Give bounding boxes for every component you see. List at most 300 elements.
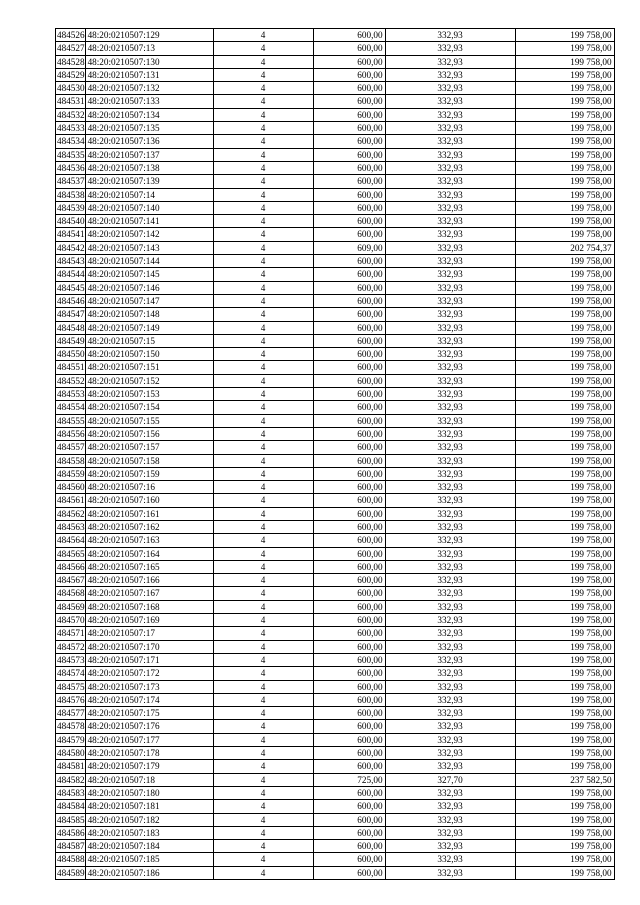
cadastral-value-cell: 199 758,00 [515,294,614,307]
table-row [56,148,615,161]
cadastral-value-cell: 199 758,00 [515,667,614,680]
specific-value-cell: 332,93 [385,614,515,627]
row-number-cell: 484544 [57,269,85,280]
specific-value-cell: 332,93 [385,188,515,201]
area-value-cell: 600,00 [313,454,385,467]
specific-value-cell: 332,93 [385,840,515,853]
group-code-cell: 4 [213,653,313,666]
table-row [56,866,615,879]
table-row [56,374,615,387]
group-code-cell: 4 [213,520,313,533]
row-number-cell: 484560 [57,482,85,493]
area-value-cell: 600,00 [313,441,385,454]
specific-value-cell: 332,93 [385,388,515,401]
row-number-cell: 484536 [57,162,85,173]
specific-value-cell: 332,93 [385,308,515,321]
specific-value-cell: 332,93 [385,321,515,334]
table-row [56,135,615,148]
row-number-cell: 484550 [57,349,85,360]
cadastral-number-cell: 48:20:0210507:133 [85,95,213,108]
group-code-cell: 4 [213,215,313,228]
table-body [56,29,615,880]
cadastral-value-cell: 199 758,00 [515,547,614,560]
table-row [56,308,615,321]
cadastral-number-cell: 48:20:0210507:186 [85,866,213,879]
cadastral-number-cell: 48:20:0210507:161 [85,507,213,520]
row-number-cell: 484537 [57,176,85,187]
cadastral-number-cell: 48:20:0210507:18 [85,773,213,786]
cadastral-number-cell: 48:20:0210507:178 [85,747,213,760]
cadastral-number-cell: 48:20:0210507:138 [85,161,213,174]
area-value-cell: 600,00 [313,348,385,361]
table-row [56,667,615,680]
specific-value-cell: 332,93 [385,853,515,866]
cadastral-number-cell: 48:20:0210507:134 [85,108,213,121]
table-row [56,800,615,813]
table-row [56,534,615,547]
table-row [56,747,615,760]
area-value-cell: 600,00 [313,720,385,733]
specific-value-cell: 332,93 [385,640,515,653]
row-number-cell: 484570 [57,615,85,626]
group-code-cell: 4 [213,467,313,480]
cadastral-value-cell: 199 758,00 [515,574,614,587]
specific-value-cell: 327,70 [385,773,515,786]
group-code-cell: 4 [213,614,313,627]
group-code-cell: 4 [213,361,313,374]
specific-value-cell: 332,93 [385,441,515,454]
cadastral-value-cell: 199 758,00 [515,414,614,427]
table-row [56,95,615,108]
row-number-cell: 484583 [57,787,85,798]
area-value-cell: 600,00 [313,427,385,440]
table-row [56,122,615,135]
group-code-cell: 4 [213,241,313,254]
group-code-cell: 4 [213,201,313,214]
area-value-cell: 600,00 [313,201,385,214]
area-value-cell: 600,00 [313,520,385,533]
specific-value-cell: 332,93 [385,294,515,307]
table-row [56,241,615,254]
group-code-cell: 4 [213,853,313,866]
row-number-cell: 484526 [57,30,85,40]
cadastral-number-cell: 48:20:0210507:156 [85,427,213,440]
cadastral-value-cell: 199 758,00 [515,507,614,520]
area-value-cell: 600,00 [313,334,385,347]
group-code-cell: 4 [213,175,313,188]
cadastral-value-cell: 199 758,00 [515,29,614,42]
area-value-cell: 600,00 [313,760,385,773]
cadastral-number-cell: 48:20:0210507:14 [85,188,213,201]
area-value-cell: 600,00 [313,281,385,294]
cadastral-value-cell: 199 758,00 [515,42,614,55]
specific-value-cell: 332,93 [385,826,515,839]
cadastral-value-cell: 199 758,00 [515,161,614,174]
cadastral-value-cell: 199 758,00 [515,481,614,494]
group-code-cell: 4 [213,388,313,401]
specific-value-cell: 332,93 [385,547,515,560]
cadastral-number-cell: 48:20:0210507:175 [85,707,213,720]
cadastral-number-cell: 48:20:0210507:144 [85,255,213,268]
table-row [56,68,615,81]
cadastral-number-cell: 48:20:0210507:137 [85,148,213,161]
specific-value-cell: 332,93 [385,587,515,600]
specific-value-cell: 332,93 [385,215,515,228]
table-row [56,427,615,440]
row-number-cell: 484573 [57,654,85,665]
cadastral-number-cell: 48:20:0210507:166 [85,574,213,587]
specific-value-cell: 332,93 [385,747,515,760]
table-row [56,773,615,786]
cadastral-value-cell: 199 758,00 [515,348,614,361]
row-number-cell: 484530 [57,83,85,94]
row-number-cell: 484569 [57,601,85,612]
group-code-cell: 4 [213,42,313,55]
area-value-cell: 600,00 [313,148,385,161]
group-code-cell: 4 [213,747,313,760]
cadastral-value-cell: 199 758,00 [515,255,614,268]
table-row [56,693,615,706]
cadastral-number-cell: 48:20:0210507:150 [85,348,213,361]
cadastral-value-cell: 199 758,00 [515,388,614,401]
group-code-cell: 4 [213,348,313,361]
table-row [56,29,615,42]
area-value-cell: 600,00 [313,747,385,760]
row-number-cell: 484531 [57,96,85,107]
area-value-cell: 600,00 [313,108,385,121]
cadastral-number-cell: 48:20:0210507:163 [85,534,213,547]
specific-value-cell: 332,93 [385,374,515,387]
area-value-cell: 600,00 [313,361,385,374]
row-number-cell: 484555 [57,415,85,426]
specific-value-cell: 332,93 [385,520,515,533]
group-code-cell: 4 [213,188,313,201]
row-number-cell: 484566 [57,561,85,572]
table-row [56,653,615,666]
row-number-cell: 484564 [57,535,85,546]
area-value-cell: 600,00 [313,786,385,799]
row-number-cell: 484541 [57,229,85,240]
area-value-cell: 600,00 [313,866,385,879]
cadastral-number-cell: 48:20:0210507:17 [85,627,213,640]
table-row [56,720,615,733]
cadastral-value-cell: 199 758,00 [515,95,614,108]
specific-value-cell: 332,93 [385,42,515,55]
area-value-cell: 600,00 [313,481,385,494]
group-code-cell: 4 [213,441,313,454]
group-code-cell: 4 [213,122,313,135]
area-value-cell: 600,00 [313,547,385,560]
cadastral-value-cell: 199 758,00 [515,321,614,334]
cadastral-value-cell: 199 758,00 [515,560,614,573]
row-number-cell: 484556 [57,428,85,439]
table-row [56,733,615,746]
cadastral-number-cell: 48:20:0210507:139 [85,175,213,188]
row-number-cell: 484579 [57,734,85,745]
group-code-cell: 4 [213,667,313,680]
row-number-cell: 484548 [57,322,85,333]
group-code-cell: 4 [213,733,313,746]
cadastral-value-cell: 199 758,00 [515,534,614,547]
row-number-cell: 484561 [57,495,85,506]
specific-value-cell: 332,93 [385,281,515,294]
specific-value-cell: 332,93 [385,813,515,826]
area-value-cell: 600,00 [313,228,385,241]
group-code-cell: 4 [213,574,313,587]
specific-value-cell: 332,93 [385,800,515,813]
row-number-cell: 484543 [57,256,85,267]
group-code-cell: 4 [213,494,313,507]
specific-value-cell: 332,93 [385,348,515,361]
specific-value-cell: 332,93 [385,201,515,214]
cadastral-value-cell: 199 758,00 [515,760,614,773]
group-code-cell: 4 [213,720,313,733]
area-value-cell: 600,00 [313,627,385,640]
row-number-cell: 484575 [57,681,85,692]
row-number-cell: 484563 [57,521,85,532]
specific-value-cell: 332,93 [385,534,515,547]
group-code-cell: 4 [213,627,313,640]
area-value-cell: 600,00 [313,467,385,480]
cadastral-value-cell: 199 758,00 [515,201,614,214]
table-row [56,42,615,55]
area-value-cell: 600,00 [313,82,385,95]
area-value-cell: 600,00 [313,414,385,427]
area-value-cell: 600,00 [313,693,385,706]
specific-value-cell: 332,93 [385,560,515,573]
group-code-cell: 4 [213,268,313,281]
cadastral-value-cell: 199 758,00 [515,600,614,613]
area-value-cell: 600,00 [313,175,385,188]
specific-value-cell: 332,93 [385,122,515,135]
table-row [56,507,615,520]
cadastral-value-cell: 199 758,00 [515,693,614,706]
table-row [56,467,615,480]
group-code-cell: 4 [213,414,313,427]
cadastral-number-cell: 48:20:0210507:143 [85,241,213,254]
cadastral-value-cell: 199 758,00 [515,826,614,839]
group-code-cell: 4 [213,454,313,467]
group-code-cell: 4 [213,68,313,81]
cadastral-value-cell: 199 758,00 [515,175,614,188]
cadastral-value-cell: 199 758,00 [515,813,614,826]
cadastral-number-cell: 48:20:0210507:158 [85,454,213,467]
group-code-cell: 4 [213,840,313,853]
cadastral-value-cell: 199 758,00 [515,866,614,879]
cadastral-number-cell: 48:20:0210507:180 [85,786,213,799]
table-row [56,547,615,560]
area-value-cell: 600,00 [313,321,385,334]
table-row [56,826,615,839]
specific-value-cell: 332,93 [385,574,515,587]
specific-value-cell: 332,93 [385,786,515,799]
group-code-cell: 4 [213,507,313,520]
table-row [56,201,615,214]
cadastral-number-cell: 48:20:0210507:146 [85,281,213,294]
cadastral-number-cell: 48:20:0210507:179 [85,760,213,773]
group-code-cell: 4 [213,255,313,268]
cadastral-number-cell: 48:20:0210507:157 [85,441,213,454]
cadastral-value-cell: 199 758,00 [515,188,614,201]
cadastral-number-cell: 48:20:0210507:171 [85,653,213,666]
area-value-cell: 600,00 [313,95,385,108]
table-row [56,281,615,294]
area-value-cell: 600,00 [313,161,385,174]
cadastral-value-cell: 199 758,00 [515,520,614,533]
group-code-cell: 4 [213,693,313,706]
cadastral-value-cell: 199 758,00 [515,82,614,95]
area-value-cell: 600,00 [313,255,385,268]
row-number-cell: 484558 [57,455,85,466]
table-row [56,268,615,281]
row-number-cell: 484578 [57,721,85,732]
cadastral-number-cell: 48:20:0210507:165 [85,560,213,573]
area-value-cell: 600,00 [313,215,385,228]
area-value-cell: 600,00 [313,55,385,68]
table-row [56,401,615,414]
row-number-cell: 484535 [57,149,85,160]
cadastral-number-cell: 48:20:0210507:132 [85,82,213,95]
table-row [56,853,615,866]
specific-value-cell: 332,93 [385,707,515,720]
table-row [56,188,615,201]
specific-value-cell: 332,93 [385,95,515,108]
area-value-cell: 600,00 [313,587,385,600]
cadastral-number-cell: 48:20:0210507:177 [85,733,213,746]
table-row [56,255,615,268]
table-row [56,574,615,587]
specific-value-cell: 332,93 [385,55,515,68]
cadastral-value-cell: 199 758,00 [515,427,614,440]
area-value-cell: 600,00 [313,614,385,627]
specific-value-cell: 332,93 [385,414,515,427]
specific-value-cell: 332,93 [385,82,515,95]
group-code-cell: 4 [213,82,313,95]
row-number-cell: 484584 [57,801,85,812]
table-row [56,640,615,653]
area-value-cell: 600,00 [313,494,385,507]
cadastral-value-cell: 199 758,00 [515,108,614,121]
table-row [56,627,615,640]
row-number-cell: 484568 [57,588,85,599]
area-value-cell: 600,00 [313,122,385,135]
cadastral-number-cell: 48:20:0210507:130 [85,55,213,68]
cadastral-number-cell: 48:20:0210507:152 [85,374,213,387]
specific-value-cell: 332,93 [385,600,515,613]
cadastral-value-cell: 199 758,00 [515,707,614,720]
row-number-cell: 484549 [57,335,85,346]
cadastral-value-cell: 199 758,00 [515,614,614,627]
cadastral-value-cell: 199 758,00 [515,401,614,414]
cadastral-value-cell: 199 758,00 [515,374,614,387]
cadastral-number-cell: 48:20:0210507:172 [85,667,213,680]
cadastral-value-cell: 199 758,00 [515,441,614,454]
group-code-cell: 4 [213,707,313,720]
specific-value-cell: 332,93 [385,733,515,746]
cadastral-value-cell: 199 758,00 [515,587,614,600]
specific-value-cell: 332,93 [385,760,515,773]
table-row [56,321,615,334]
cadastral-number-cell: 48:20:0210507:129 [85,29,213,42]
table-row [56,587,615,600]
row-number-cell: 484538 [57,189,85,200]
specific-value-cell: 332,93 [385,467,515,480]
row-number-cell: 484589 [57,867,85,878]
table-row [56,840,615,853]
row-number-cell: 484586 [57,827,85,838]
cadastral-number-cell: 48:20:0210507:140 [85,201,213,214]
table-row [56,481,615,494]
cadastral-number-cell: 48:20:0210507:181 [85,800,213,813]
specific-value-cell: 332,93 [385,161,515,174]
data-table [55,28,615,880]
row-number-cell: 484585 [57,814,85,825]
specific-value-cell: 332,93 [385,135,515,148]
cadastral-value-cell: 199 758,00 [515,281,614,294]
cadastral-value-cell: 199 758,00 [515,680,614,693]
specific-value-cell: 332,93 [385,361,515,374]
specific-value-cell: 332,93 [385,427,515,440]
row-number-cell: 484546 [57,295,85,306]
row-number-cell: 484565 [57,548,85,559]
cadastral-value-cell: 199 758,00 [515,840,614,853]
group-code-cell: 4 [213,334,313,347]
row-number-cell: 484562 [57,508,85,519]
cadastral-value-cell: 199 758,00 [515,148,614,161]
table-row [56,760,615,773]
cadastral-number-cell: 48:20:0210507:167 [85,587,213,600]
cadastral-number-cell: 48:20:0210507:136 [85,135,213,148]
table-row [56,294,615,307]
specific-value-cell: 332,93 [385,667,515,680]
table-row [56,361,615,374]
cadastral-value-cell: 199 758,00 [515,68,614,81]
cadastral-number-cell: 48:20:0210507:13 [85,42,213,55]
area-value-cell: 600,00 [313,840,385,853]
cadastral-value-cell: 199 758,00 [515,747,614,760]
table-row [56,414,615,427]
area-value-cell: 600,00 [313,707,385,720]
specific-value-cell: 332,93 [385,693,515,706]
table-row [56,348,615,361]
group-code-cell: 4 [213,29,313,42]
area-value-cell: 600,00 [313,268,385,281]
area-value-cell: 600,00 [313,68,385,81]
table-row [56,175,615,188]
cadastral-value-cell: 199 758,00 [515,55,614,68]
area-value-cell: 725,00 [313,773,385,786]
specific-value-cell: 332,93 [385,175,515,188]
row-number-cell: 484588 [57,854,85,865]
area-value-cell: 600,00 [313,42,385,55]
group-code-cell: 4 [213,547,313,560]
cadastral-value-cell: 199 758,00 [515,733,614,746]
row-number-cell: 484581 [57,761,85,772]
specific-value-cell: 332,93 [385,454,515,467]
group-code-cell: 4 [213,680,313,693]
row-number-cell: 484528 [57,56,85,67]
specific-value-cell: 332,93 [385,627,515,640]
table-row [56,228,615,241]
cadastral-number-cell: 48:20:0210507:169 [85,614,213,627]
area-value-cell: 600,00 [313,653,385,666]
area-value-cell: 600,00 [313,294,385,307]
group-code-cell: 4 [213,813,313,826]
row-number-cell: 484554 [57,402,85,413]
area-value-cell: 609,00 [313,241,385,254]
row-number-cell: 484557 [57,442,85,453]
group-code-cell: 4 [213,534,313,547]
